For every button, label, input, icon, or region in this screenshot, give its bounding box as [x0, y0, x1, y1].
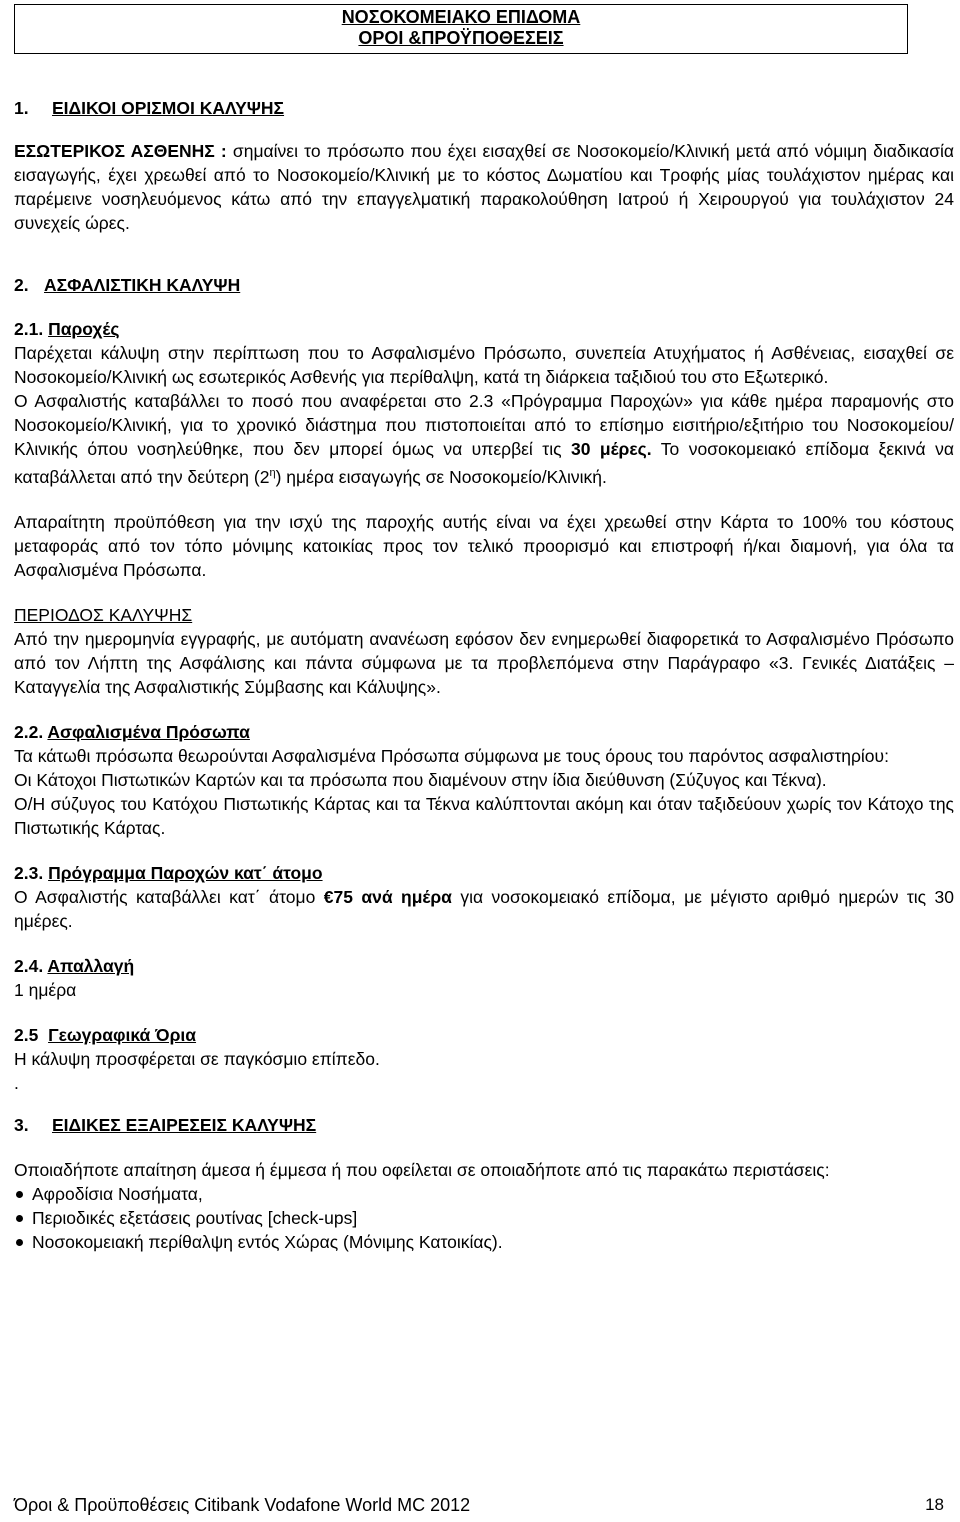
inpatient-definition [14, 139, 954, 235]
section-2-4-heading [14, 954, 954, 978]
section-2-5-number: 2.5 [14, 1024, 39, 1045]
benefit-amount: €75 ανά ημέρα [323, 886, 452, 907]
bullet-icon [16, 1191, 23, 1198]
bullet-icon [16, 1215, 23, 1222]
exclusion-item-1: Αφροδίσια Νοσήματα, [32, 1183, 203, 1204]
section-3-number: 3. [14, 1114, 29, 1135]
list-item [14, 1206, 954, 1230]
section-2-4-number: 2.4. [14, 955, 44, 976]
benefits-paragraph-3: Απαραίτητη προϋπόθεση για την ισχύ της παροχής αυτής είναι να έχει χρεωθεί στην Κάρτα το 100% του κόστους μεταφοράς από τον τόπο μόνιμης κατοικίας προς τον τελικό προορισμό και επιστροφή ή/και διαμονή, για όλα τα Ασφαλισμένα Πρόσωπα. [14, 511, 954, 580]
benefits-p2-sup: η [269, 467, 276, 479]
section-2-1-heading [14, 317, 954, 341]
benefits-paragraph-1: Παρέχεται κάλυψη στην περίπτωση που το Ασφαλισμένο Πρόσωπο, συνεπεία Ατυχήματος ή Ασθένειας, εισαχθεί σε Νοσοκομείο/Κλινική ως εσωτερικός Ασθενής για περίθαλψη, κατά τη διάρκεια ταξιδιού του στο Εξωτερικό. [14, 343, 954, 387]
insured-persons-p2: Οι Κάτοχοι Πιστωτικών Καρτών και τα πρόσωπα που διαμένουν στην ίδια διεύθυνση (Σύζυγος και Τέκνα). [14, 769, 827, 790]
benefits-max-days: 30 μέρες. [570, 439, 652, 459]
section-1-heading [14, 98, 954, 119]
section-2-heading [14, 273, 954, 297]
deductible-text: 1 ημέρα [14, 979, 77, 1000]
benefit-program-text [14, 885, 954, 933]
section-2-1-number: 2.1. [14, 319, 44, 339]
coverage-period-heading: ΠΕΡΙΟΔΟΣ ΚΑΛΥΨΗΣ [14, 604, 193, 625]
footer-text: Όροι & Προϋποθέσεις Citibank Vodafone World MC 2012 [14, 1495, 471, 1515]
exclusion-item-3: Νοσοκομειακή περίθαλψη εντός Χώρας (Μόνιμης Κατοικίας). [32, 1231, 503, 1252]
geographic-limits-text: Η κάλυψη προσφέρεται σε παγκόσμιο επίπεδο. [14, 1048, 380, 1069]
list-item [14, 1182, 954, 1206]
section-2-3-title: Πρόγραμμα Παροχών κατ΄ άτομο [48, 862, 323, 883]
bullet-icon [16, 1239, 23, 1246]
exclusion-item-2: Περιοδικές εξετάσεις ρουτίνας [check-ups] [32, 1207, 358, 1228]
exclusions-intro: Οποιαδήποτε απαίτηση άμεσα ή έμμεσα ή που οφείλεται σε οποιαδήποτε από τις παρακάτω περιστάσεις: [14, 1159, 830, 1180]
benefit-program-text-b: για νοσοκομειακό επίδομα, με μέγιστο αριθμό ημερών τις 30 ημέρες. [14, 886, 954, 931]
section-2-3-number: 2.3. [14, 862, 44, 883]
inpatient-term: ΕΣΩΤΕΡΙΚΟΣ ΑΣΘΕΝΗΣ : [14, 141, 227, 161]
page-footer [14, 1495, 944, 1516]
section-3-heading [14, 1113, 954, 1137]
section-2-2-heading [14, 720, 954, 744]
section-2-title: ΑΣΦΑΛΙΣΤΙΚΗ ΚΑΛΥΨΗ [44, 275, 241, 295]
section-2-4-title: Απαλλαγή [47, 955, 135, 976]
exclusions-list [14, 1182, 954, 1254]
benefit-program-text-a: Ο Ασφαλιστής καταβάλλει κατ΄ άτομο [14, 886, 324, 907]
title-line-2: ΟΡΟΙ &ΠΡΟΫΠΟΘΕΣΕΙΣ [358, 28, 564, 48]
title-line-1: ΝΟΣΟΚΟΜΕΙΑΚΟ ΕΠΙΔΟΜΑ [341, 7, 581, 27]
coverage-period-text: Από την ημερομηνία εγγραφής, με αυτόματη ανανέωση εφόσον δεν ενημερωθεί διαφορετικά το Ασφαλισμένο Πρόσωπο από τον Λήπτη της Ασφάλισης και πάντα σύμφωνα με τα προβλεπόμενα στην Παράγραφο «3. Γενικές Διατάξεις – Καταγγελία της Ασφαλιστικής Σύμβασης και Κάλυψης». [14, 628, 954, 697]
benefits-p2-text-b: Το νοσοκομειακό επίδομα ξεκινά να καταβάλλεται από την δεύτερη (2 [14, 439, 954, 487]
benefits-paragraph-2 [14, 389, 954, 489]
stray-dot: . [14, 1072, 19, 1093]
section-2-2-title: Ασφαλισμένα Πρόσωπα [47, 721, 250, 742]
inpatient-definition-text: σημαίνει το πρόσωπο που έχει εισαχθεί σε Νοσοκομείο/Κλινική μετά από νόμιμη διαδικασία εισαγωγής, έχει χρεωθεί από το Νοσοκομείο/Κλινική με το κόστος Δωματίου και Τροφής μίας τουλάχιστον ημέρας και παρέμεινε νοσηλευόμενος κάτω από την επαγγελματική παρακολούθηση Ιατρού ή Χειρουργού για τουλάχιστον 24 συνεχείς ώρες. [14, 141, 954, 233]
section-1-number: 1. [14, 98, 29, 118]
title-box [14, 4, 908, 54]
section-2-5-heading [14, 1023, 954, 1047]
document-page [14, 4, 954, 1254]
section-2-number: 2. [14, 275, 29, 295]
insured-persons-p1: Τα κάτωθι πρόσωπα θεωρούνται Ασφαλισμένα Πρόσωπα σύμφωνα με τους όρους του παρόντος ασφαλιστηρίου: [14, 745, 889, 766]
section-2-2-number: 2.2. [14, 721, 44, 742]
section-2-5-title: Γεωγραφικά Όρια [48, 1024, 197, 1045]
section-2-3-heading [14, 861, 954, 885]
insured-persons-p3: Ο/Η σύζυγος του Κατόχου Πιστωτικής Κάρτας και τα Τέκνα καλύπτονται ακόμη και όταν ταξιδεύουν χωρίς τον Κάτοχο της Πιστωτικής Κάρτας. [14, 793, 954, 838]
list-item [14, 1230, 954, 1254]
page-number: 18 [925, 1495, 944, 1514]
benefits-p2-text-a: Ο Ασφαλιστής καταβάλλει το ποσό που αναφέρεται στο 2.3 «Πρόγραμμα Παροχών» για κάθε ημέρα παραμονής στο Νοσοκομείο/Κλινική, για το χρονικό διάστημα που πιστοποιείται από το επίσημο εισιτήριο/εξιτήριο του Νοσοκομείου/Κλινικής όπου νοσηλεύθηκε, που δεν μπορεί όμως να υπερβεί τις [14, 391, 954, 459]
benefits-p2-text-c: ) ημέρα εισαγωγής σε Νοσοκομείο/Κλινική. [275, 466, 607, 487]
section-2-1-title: Παροχές [48, 319, 120, 339]
section-3-title: ΕΙΔΙΚΕΣ ΕΞΑΙΡΕΣΕΙΣ ΚΑΛΥΨΗΣ [52, 1114, 317, 1135]
section-1-title: ΕΙΔΙΚΟΙ ΟΡΙΣΜΟΙ ΚΑΛΥΨΗΣ [52, 98, 285, 118]
